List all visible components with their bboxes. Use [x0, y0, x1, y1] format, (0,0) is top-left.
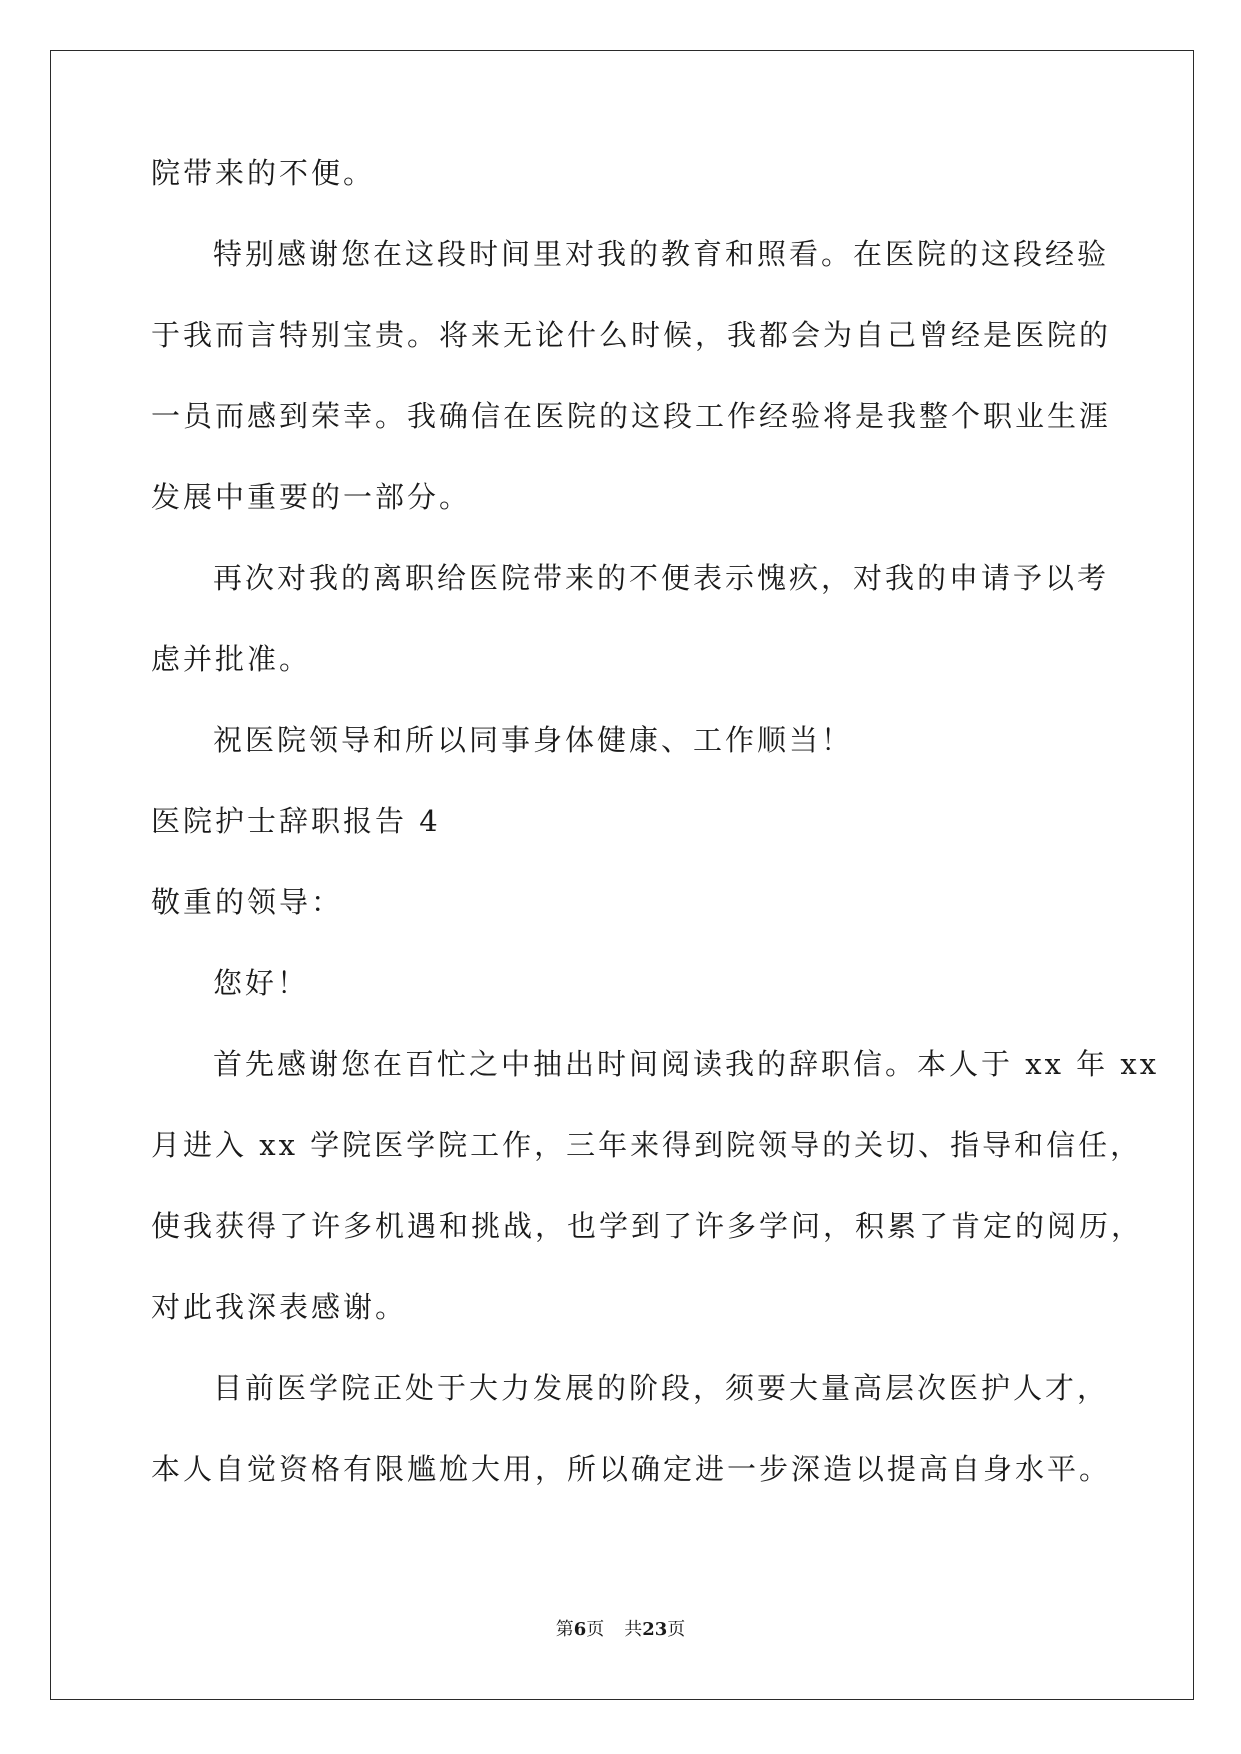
page-footer [0, 1615, 1241, 1641]
text-line: 发展中重要的一部分。 [151, 480, 472, 514]
text-line: 特别感谢您在这段时间里对我的教育和照看。在医院的这段经验 [213, 237, 1110, 271]
text-line: 目前医学院正处于大力发展的阶段，须要大量高层次医护人才， [213, 1371, 1110, 1405]
total-pages: 23 [642, 1619, 668, 1640]
text-line: 祝医院领导和所以同事身体健康、工作顺当！ [213, 723, 854, 757]
page-suffix: 页 [586, 1619, 605, 1640]
greeting: 您好！ [213, 966, 310, 1000]
text-line: 虑并批准。 [151, 642, 312, 676]
page-number: 6 [573, 1619, 587, 1640]
text-line: 月进入 xx 学院医学院工作，三年来得到院领导的关切、指导和信任， [151, 1128, 1143, 1162]
text-line: 一员而感到荣幸。我确信在医院的这段工作经验将是我整个职业生涯 [151, 399, 1112, 433]
text-line: 院带来的不便。 [151, 156, 376, 190]
total-prefix: 共 [624, 1619, 643, 1640]
page-prefix: 第 [555, 1619, 574, 1640]
text-line: 对此我深表感谢。 [151, 1290, 408, 1324]
text-line: 于我而言特别宝贵。将来无论什么时候，我都会为自己曾经是医院的 [151, 318, 1112, 352]
text-line: 本人自觉资格有限尴尬大用，所以确定进一步深造以提高自身水平。 [151, 1452, 1112, 1486]
text-line: 使我获得了许多机遇和挑战，也学到了许多学问，积累了肯定的阅历， [151, 1209, 1144, 1243]
total-suffix: 页 [667, 1619, 686, 1640]
salutation: 敬重的领导： [151, 885, 344, 919]
text-line: 再次对我的离职给医院带来的不便表示愧疚，对我的申请予以考 [213, 561, 1110, 595]
section-title: 医院护士辞职报告 4 [151, 804, 441, 838]
text-line: 首先感谢您在百忙之中抽出时间阅读我的辞职信。本人于 xx 年 xx [213, 1047, 1160, 1081]
